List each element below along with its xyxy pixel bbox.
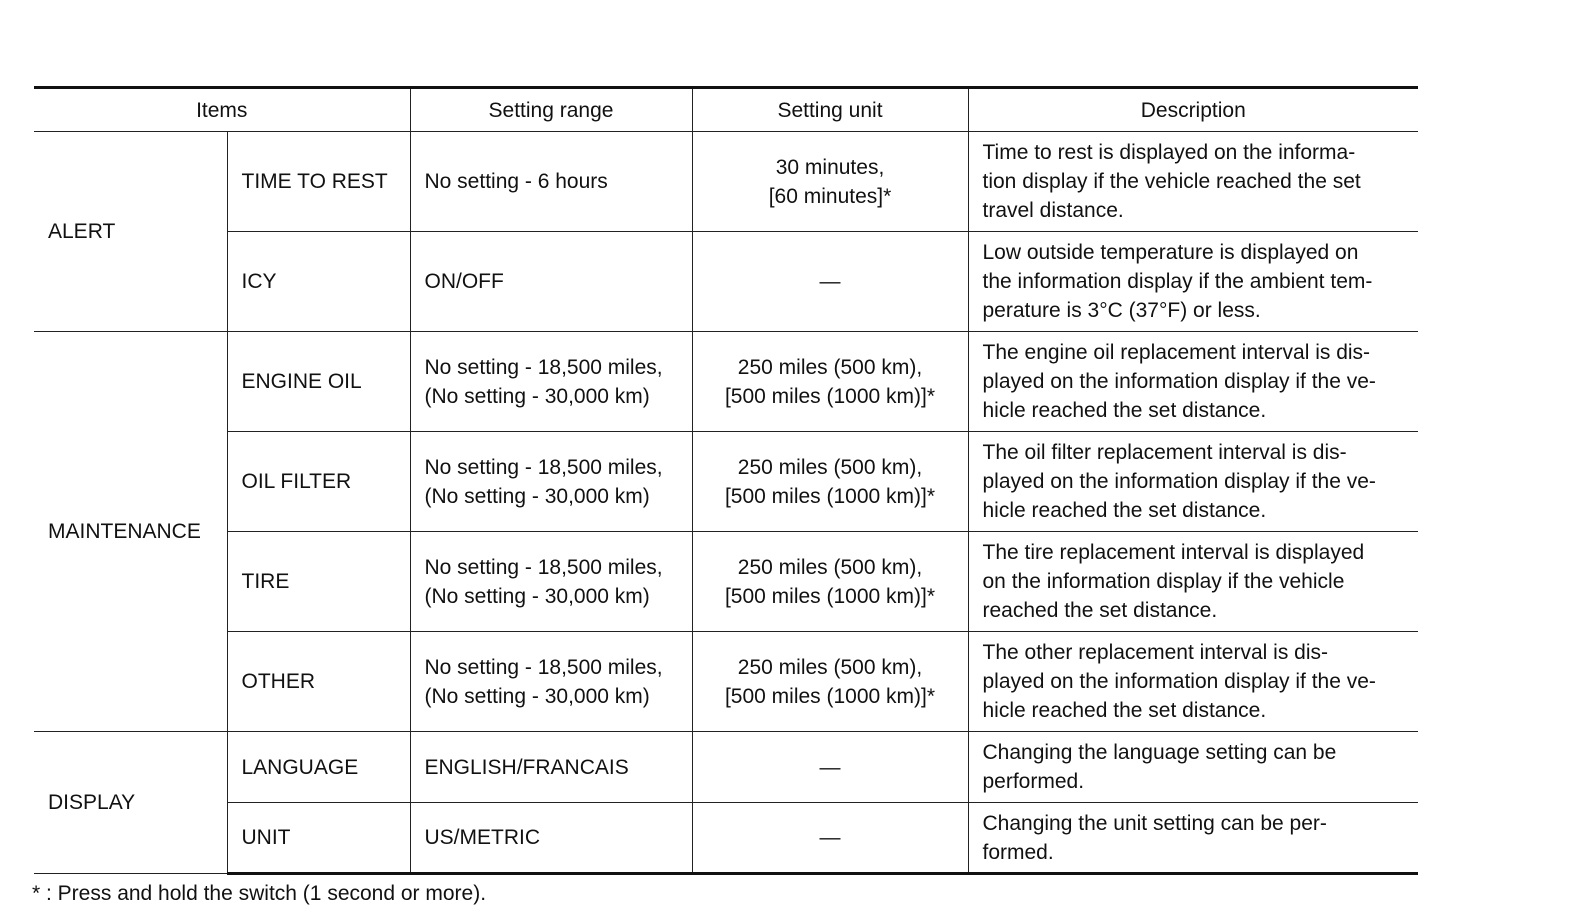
description-cell: The oil filter replacement interval is dis- played on the information display if the ve- hicle reached the set distance. [968,432,1418,532]
range-cell: ENGLISH/FRANCAIS [410,732,692,803]
unit-cell: — [692,232,968,332]
group-maintenance: MAINTENANCE [34,332,227,732]
range-cell: US/METRIC [410,803,692,874]
item-cell: OIL FILTER [227,432,410,532]
description-cell: The engine oil replacement interval is dis- played on the information display if the ve- hicle reached the set distance. [968,332,1418,432]
table-row [34,132,1418,232]
range-cell: No setting - 6 hours [410,132,692,232]
header-setting-range: Setting range [410,88,692,132]
table-row [34,803,1418,874]
table-body [34,132,1418,874]
unit-cell: 250 miles (500 km), [500 miles (1000 km)]* [692,432,968,532]
item-cell: LANGUAGE [227,732,410,803]
table-row [34,332,1418,432]
description-cell: The other replacement interval is dis- played on the information display if the ve- hicle reached the set distance. [968,632,1418,732]
item-cell: OTHER [227,632,410,732]
unit-cell: 30 minutes, [60 minutes]* [692,132,968,232]
range-cell: No setting - 18,500 miles, (No setting - 30,000 km) [410,532,692,632]
header-items: Items [34,88,410,132]
item-cell: TIRE [227,532,410,632]
range-cell: No setting - 18,500 miles, (No setting - 30,000 km) [410,632,692,732]
description-cell: Changing the unit setting can be per- formed. [968,803,1418,874]
description-cell: Time to rest is displayed on the informa- tion display if the vehicle reached the set travel distance. [968,132,1418,232]
table-row [34,632,1418,732]
table-header [34,88,1418,132]
description-cell: Changing the language setting can be performed. [968,732,1418,803]
item-cell: TIME TO REST [227,132,410,232]
header-description: Description [968,88,1418,132]
footnote: * : Press and hold the switch (1 second or more). [32,882,487,905]
group-display: DISPLAY [34,732,227,874]
unit-cell: 250 miles (500 km), [500 miles (1000 km)]* [692,332,968,432]
table-row [34,732,1418,803]
header-row [34,88,1418,132]
item-cell: ENGINE OIL [227,332,410,432]
range-cell: ON/OFF [410,232,692,332]
range-cell: No setting - 18,500 miles, (No setting - 30,000 km) [410,332,692,432]
header-setting-unit: Setting unit [692,88,968,132]
table-row [34,432,1418,532]
description-cell: The tire replacement interval is displayed on the information display if the vehicle reached the set distance. [968,532,1418,632]
unit-cell: 250 miles (500 km), [500 miles (1000 km)]* [692,632,968,732]
unit-cell: — [692,803,968,874]
unit-cell: — [692,732,968,803]
unit-cell: 250 miles (500 km), [500 miles (1000 km)]* [692,532,968,632]
settings-table [34,86,1418,875]
table-row [34,232,1418,332]
item-cell: ICY [227,232,410,332]
table-row [34,532,1418,632]
group-alert: ALERT [34,132,227,332]
range-cell: No setting - 18,500 miles, (No setting - 30,000 km) [410,432,692,532]
description-cell: Low outside temperature is displayed on the information display if the ambient tem- perature is 3°C (37°F) or less. [968,232,1418,332]
item-cell: UNIT [227,803,410,874]
